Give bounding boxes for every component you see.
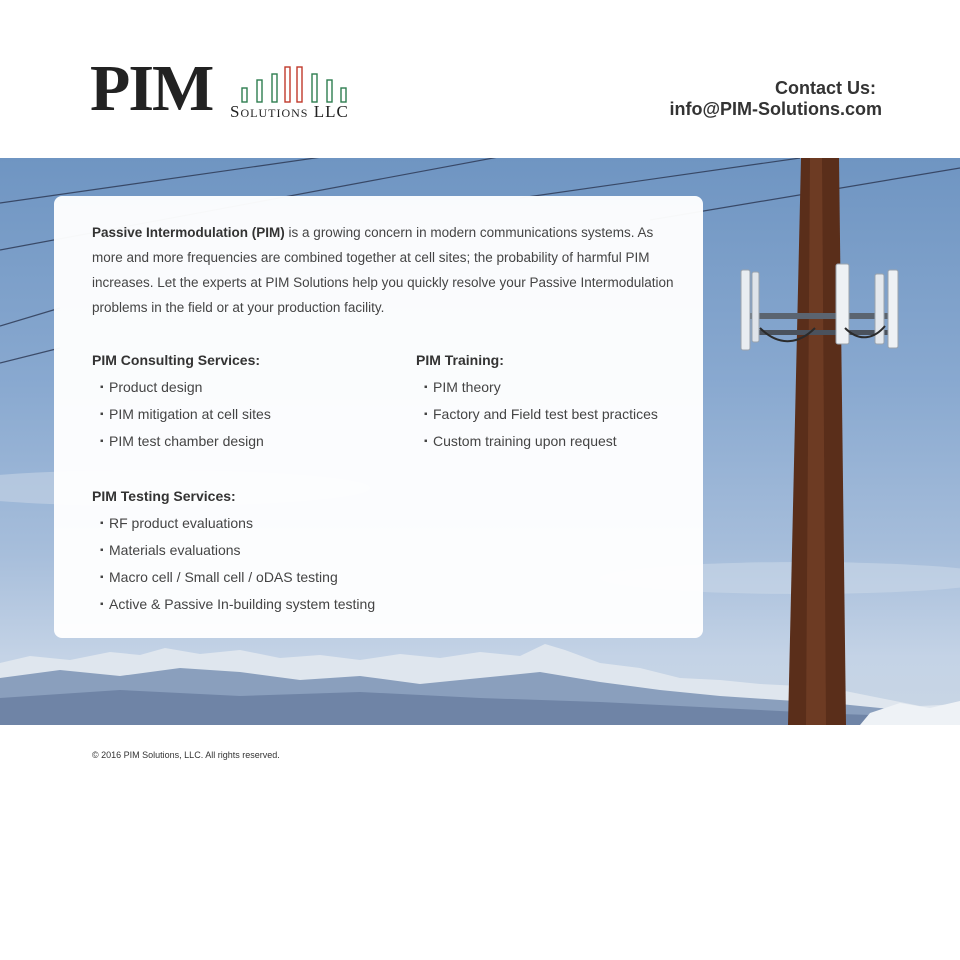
list-item-label: Materials evaluations (109, 542, 241, 558)
bullet-icon: ▪ (424, 436, 428, 447)
bullet-icon: ▪ (424, 382, 428, 393)
consulting-heading: PIM Consulting Services: (92, 352, 261, 368)
bullet-icon: ▪ (100, 518, 104, 529)
list-item-label: Active & Passive In-building system testing (109, 596, 376, 612)
intro-lead-text: is a growing concern in modern communications systems. As more and more frequencies are combined together at cell sites; the probability of harmful PIM increases. Let the experts at PIM Solutions help you quickly resolve your Passive Intermodulation problems in the field or at your production facility. (92, 225, 674, 315)
training-list (424, 374, 658, 455)
list-item-label: Macro cell / Small cell / oDAS testing (109, 569, 338, 585)
bullet-icon: ▪ (424, 409, 428, 420)
hero-banner (0, 158, 960, 725)
bullet-icon: ▪ (100, 545, 104, 556)
bullet-icon: ▪ (100, 382, 104, 393)
logo-wordmark: PIM (90, 52, 213, 125)
intro-lead-bold: Passive Intermodulation (PIM) (92, 225, 285, 240)
bullet-icon: ▪ (100, 599, 104, 610)
list-item (100, 591, 375, 618)
list-item (100, 401, 271, 428)
list-item (100, 428, 271, 455)
contact-block (669, 78, 882, 120)
services-card (54, 196, 703, 638)
list-item-label: Product design (109, 379, 203, 395)
list-item (100, 564, 375, 591)
list-item (424, 428, 658, 455)
intro-paragraph (92, 220, 682, 320)
bullet-icon: ▪ (100, 436, 104, 447)
list-item (100, 374, 271, 401)
company-logo[interactable] (90, 52, 370, 125)
list-item (424, 401, 658, 428)
list-item-label: Factory and Field test best practices (433, 406, 658, 422)
logo-bars-icon (240, 66, 350, 104)
list-item (100, 510, 375, 537)
training-heading: PIM Training: (416, 352, 504, 368)
list-item-label: PIM test chamber design (109, 433, 264, 449)
bullet-icon: ▪ (100, 572, 104, 583)
list-item-label: Custom training upon request (433, 433, 617, 449)
footer-copyright: © 2016 PIM Solutions, LLC. All rights reserved. (92, 750, 280, 760)
bullet-icon: ▪ (100, 409, 104, 420)
contact-label: Contact Us: (774, 78, 876, 98)
list-item (100, 537, 375, 564)
list-item-label: PIM theory (433, 379, 501, 395)
list-item-label: RF product evaluations (109, 515, 253, 531)
testing-list (100, 510, 375, 618)
testing-heading: PIM Testing Services: (92, 488, 236, 504)
contact-email-link[interactable]: info@PIM-Solutions.com (669, 99, 882, 119)
site-header (0, 0, 960, 158)
list-item (424, 374, 658, 401)
consulting-list (100, 374, 271, 455)
logo-tagline: Solutions LLC (230, 102, 349, 121)
list-item-label: PIM mitigation at cell sites (109, 406, 271, 422)
